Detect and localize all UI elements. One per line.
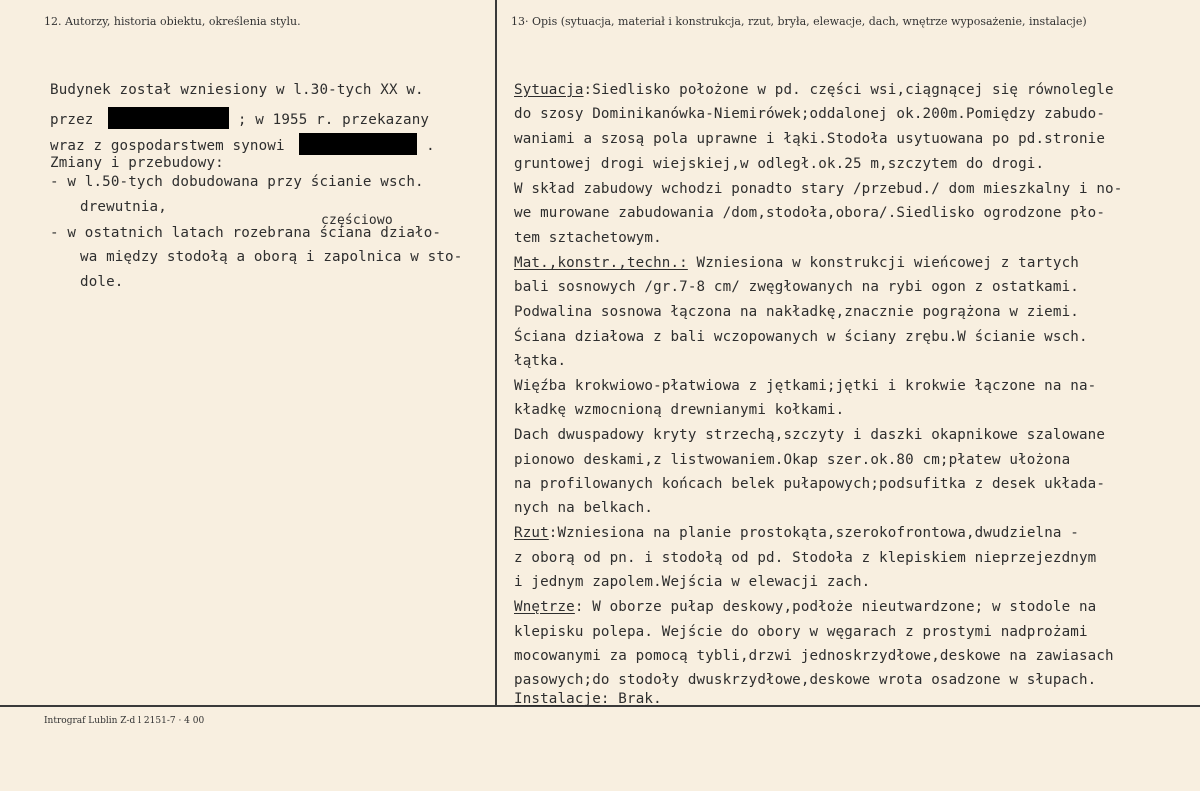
history-text: ; w 1955 r. przekazany (237, 112, 430, 128)
history-text: wraz z gospodarstwem synowi (50, 138, 285, 154)
label-sytuacja: Sytuacja (514, 82, 584, 98)
history-text: . (426, 138, 435, 154)
description-line: kładkę wzmocnioną drewnianymi kołkami. (514, 402, 845, 418)
label-instalacje: Instalacje (514, 691, 601, 707)
description-line: waniami a szosą pola uprawne i łąki.Stodoła usytuowana po pd.stronie (514, 131, 1106, 147)
description-line: na profilowanych końcach belek pułapowych;podsufitka z desek układa- (514, 476, 1106, 492)
changes-item: - w ostatnich latach rozebrana ściana działo- (50, 225, 442, 241)
changes-item-cont: wa między stodołą a oborą i zapolnica w sto- (80, 249, 463, 265)
description-line: bali sosnowych /gr.7-8 cm/ zwęgłowanych na rybi ogon z ostatkami. (514, 279, 1079, 295)
description-line: klepisku polepa. Wejście do obory w węgarach z prostymi nadprożami (514, 624, 1088, 640)
label-rzut: Rzut (514, 525, 549, 541)
description-line: nych na belkach. (514, 500, 654, 516)
description-line: pionowo deskami,z listwowaniem.Okap szer.ok.80 cm;płatew ułożona (514, 452, 1071, 468)
section-12-header: 12. Autorzy, historia obiektu, określenia stylu. (44, 15, 301, 28)
description-line: tem sztachetowym. (514, 230, 662, 246)
description-line: W skład zabudowy wchodzi ponadto stary /przebud./ dom mieszkalny i no- (514, 181, 1123, 197)
history-line (50, 107, 429, 129)
description-line: pasowych;do stodoły dwuskrzydłowe,deskowe wrota osadzone w słupach. (514, 672, 1097, 688)
description-line: z oborą od pn. i stodołą od pd. Stodoła z klepiskiem nieprzejezdnym (514, 550, 1097, 566)
printer-imprint: Intrograf Lublin Z-d l 2151-7 · 4 00 (44, 716, 205, 726)
description-line: do szosy Dominikanówka-Niemirówek;oddalonej ok.200m.Pomiędzy zabudo- (514, 106, 1106, 122)
description-line: gruntowej drogi wiejskiej,w odległ.ok.25 m,szczytem do drogi. (514, 156, 1045, 172)
description-line: łątka. (514, 353, 567, 369)
description-line: Więźba krokwiowo-płatwiowa z jętkami;jętki i krokwie łączone na na- (514, 378, 1097, 394)
label-materials: Mat.,konstr.,techn.: (514, 255, 688, 271)
description-line: Instalacje: Brak. (514, 691, 662, 707)
history-text: przez (50, 112, 94, 128)
description-line: i jednym zapolem.Wejścia w elewacji zach. (514, 574, 871, 590)
description-line: Sytuacja:Siedlisko położone w pd. części wsi,ciągnącej się równolegle (514, 82, 1114, 98)
description-line: Dach dwuspadowy kryty strzechą,szczyty i daszki okapnikowe szalowane (514, 427, 1106, 443)
changes-item: - w l.50-tych dobudowana przy ścianie wsch. (50, 174, 424, 190)
description-line: Podwalina sosnowa łączona na nakładkę,znacznie pogrążona w ziemi. (514, 304, 1079, 320)
history-line: Budynek został wzniesiony w l.30-tych XX w. (50, 82, 424, 98)
handwritten-insert: częściowo (321, 213, 393, 228)
description-line: Rzut:Wzniesiona na planie prostokąta,szerokofrontowa,dwudzielna - (514, 525, 1079, 541)
description-line: we murowane zabudowania /dom,stodoła,obora/.Siedlisko ogrodzone pło- (514, 205, 1106, 221)
changes-item-cont: drewutnia, (80, 199, 167, 215)
description-line: Mat.,konstr.,techn.: Wzniesiona w konstrukcji wieńcowej z tartych (514, 255, 1079, 271)
description-line: mocowanymi za pomocą tybli,drzwi jednoskrzydłowe,deskowe na zawiasach (514, 648, 1114, 664)
history-line (50, 133, 435, 155)
changes-item-cont: dole. (80, 274, 124, 290)
section-13-header: 13· Opis (sytuacja, materiał i konstrukcja, rzut, bryła, elewacje, dach, wnętrze wyposażenie, instalacje) (511, 15, 1087, 28)
column-divider (495, 0, 497, 707)
redaction-bar (108, 107, 229, 129)
label-wnetrze: Wnętrze (514, 599, 575, 615)
changes-heading: Zmiany i przebudowy: (50, 155, 224, 171)
description-line: Ściana działowa z bali wczopowanych w ściany zrębu.W ścianie wsch. (514, 329, 1088, 345)
redaction-bar (299, 133, 417, 155)
description-line: Wnętrze: W oborze pułap deskowy,podłoże nieutwardzone; w stodole na (514, 599, 1097, 615)
